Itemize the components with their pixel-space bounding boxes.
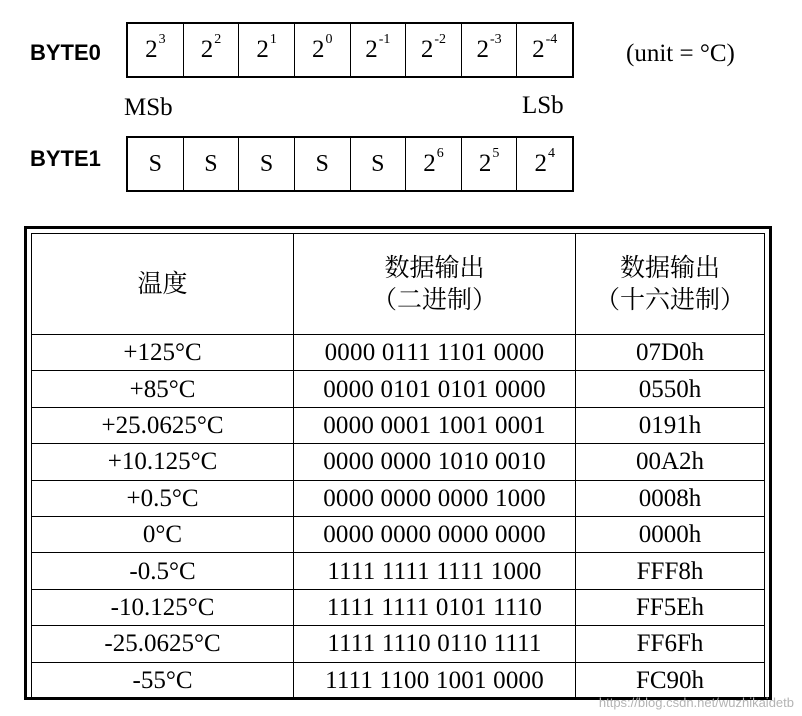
table-row — [32, 516, 765, 552]
binary-cell: 0000 0001 1001 0001 — [294, 407, 576, 443]
hex-cell: 0008h — [576, 480, 765, 516]
binary-cell: 1111 1111 1111 1000 — [294, 553, 576, 589]
byte1-bit-base: S — [204, 150, 218, 177]
table-row — [32, 626, 765, 662]
byte0-bit-cell — [350, 24, 406, 76]
table-row — [32, 335, 765, 371]
byte0-bit-base: 2 — [532, 36, 545, 63]
byte1-bit-base: S — [315, 150, 329, 177]
watermark: https://blog.csdn.net/wuzhikaidetb — [598, 695, 794, 710]
binary-cell: 1111 1100 1001 0000 — [294, 662, 576, 698]
hex-cell: FF6Fh — [576, 626, 765, 662]
hex-cell: 07D0h — [576, 335, 765, 371]
temperature-cell: -55°C — [32, 662, 294, 698]
table-row — [32, 553, 765, 589]
byte0-bit-base: 2 — [476, 36, 489, 63]
byte1-bit-cell — [516, 138, 572, 190]
hex-cell: 0000h — [576, 516, 765, 552]
byte0-bit-exponent: -4 — [545, 32, 558, 47]
table-row — [32, 407, 765, 443]
binary-cell: 0000 0000 1010 0010 — [294, 444, 576, 480]
byte1-bit-exponent: 4 — [547, 146, 555, 161]
header-temperature: 温度 — [32, 234, 294, 335]
byte1-register — [126, 136, 574, 192]
byte0-bit-exponent: -3 — [489, 32, 502, 47]
byte0-bit-cell — [238, 24, 294, 76]
byte1-bit-base: 2 — [478, 150, 492, 177]
binary-cell: 0000 0000 0000 1000 — [294, 480, 576, 516]
byte0-bit-base: 2 — [420, 36, 434, 63]
byte1-bit-base: S — [148, 150, 162, 177]
byte0-bit-base: 2 — [256, 36, 269, 63]
byte0-bit-exponent: -1 — [378, 32, 391, 47]
byte0-bit-cell — [405, 24, 461, 76]
temperature-cell: +10.125°C — [32, 444, 294, 480]
hex-cell: FF5Eh — [576, 589, 765, 625]
byte1-bit-base: 2 — [534, 150, 547, 177]
byte0-bit-cell — [516, 24, 572, 76]
byte1-bit-cell — [128, 138, 183, 190]
byte0-bit-exponent: 1 — [269, 32, 277, 47]
byte0-bit-exponent: 2 — [214, 32, 222, 47]
temperature-cell: -25.0625°C — [32, 626, 294, 662]
byte0-bit-cell — [461, 24, 517, 76]
temperature-cell: -10.125°C — [32, 589, 294, 625]
byte0-bit-cell — [294, 24, 350, 76]
temperature-cell: -0.5°C — [32, 553, 294, 589]
temperature-cell: +85°C — [32, 371, 294, 407]
table-header-row — [32, 234, 765, 335]
byte1-bit-cell — [405, 138, 461, 190]
temperature-conversion-table — [31, 233, 765, 699]
temperature-cell: 0°C — [32, 516, 294, 552]
byte1-bit-exponent: 5 — [492, 146, 500, 161]
temperature-cell: +0.5°C — [32, 480, 294, 516]
byte0-bit-base: 2 — [145, 36, 158, 63]
byte1-bit-cell — [238, 138, 294, 190]
lsb-label: LSb — [522, 92, 564, 119]
byte1-bit-cell — [350, 138, 406, 190]
table-row — [32, 444, 765, 480]
binary-cell: 1111 1110 0110 1111 — [294, 626, 576, 662]
header-binary-output: 数据输出 （二进制） — [294, 234, 576, 335]
binary-cell: 0000 0000 0000 0000 — [294, 516, 576, 552]
table-row — [32, 480, 765, 516]
hex-cell: 0550h — [576, 371, 765, 407]
byte0-bit-base: 2 — [200, 36, 214, 63]
byte0-bit-exponent: 3 — [158, 32, 166, 47]
byte1-bit-base: S — [371, 150, 385, 177]
unit-note: (unit = °C) — [626, 40, 735, 67]
table-row — [32, 589, 765, 625]
byte0-label: BYTE0 — [30, 40, 101, 65]
temperature-conversion-table-frame — [24, 226, 772, 700]
temperature-cell: +125°C — [32, 335, 294, 371]
byte1-bit-exponent: 6 — [436, 146, 444, 161]
byte0-bit-exponent: -2 — [434, 32, 447, 47]
byte0-bit-exponent: 0 — [325, 32, 333, 47]
hex-cell: FFF8h — [576, 553, 765, 589]
binary-cell: 0000 0101 0101 0000 — [294, 371, 576, 407]
binary-cell: 1111 1111 0101 1110 — [294, 589, 576, 625]
byte0-bit-cell — [128, 24, 183, 76]
byte1-bit-cell — [183, 138, 239, 190]
table-row — [32, 371, 765, 407]
hex-cell: 00A2h — [576, 444, 765, 480]
msb-label: MSb — [124, 94, 173, 121]
byte1-bit-base: S — [259, 150, 274, 177]
byte1-bit-cell — [461, 138, 517, 190]
binary-cell: 0000 0111 1101 0000 — [294, 335, 576, 371]
byte1-label: BYTE1 — [30, 146, 101, 171]
byte1-bit-cell — [294, 138, 350, 190]
byte0-bit-cell — [183, 24, 239, 76]
byte1-bit-base: 2 — [423, 150, 436, 177]
header-hex-output: 数据输出 （十六进制） — [576, 234, 765, 335]
temperature-cell: +25.0625°C — [32, 407, 294, 443]
hex-cell: 0191h — [576, 407, 765, 443]
table-row — [32, 662, 765, 698]
byte0-register — [126, 22, 574, 78]
byte0-bit-base: 2 — [311, 36, 325, 63]
byte0-bit-base: 2 — [365, 36, 378, 63]
hex-cell: FC90h — [576, 662, 765, 698]
